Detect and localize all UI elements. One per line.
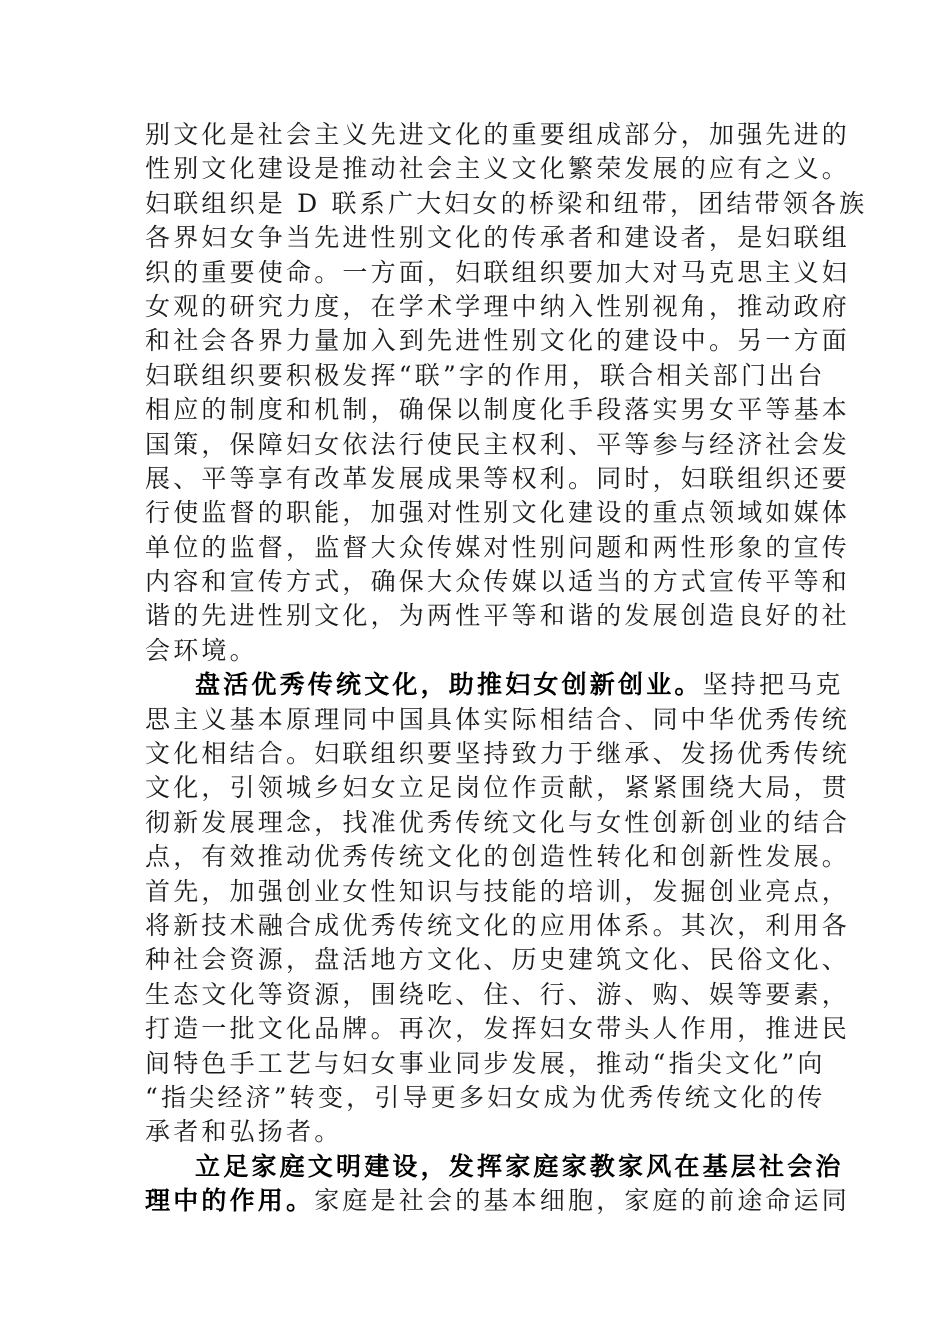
text-line: 谐的先进性别文化，为两性平等和谐的发展创造良好的社	[145, 601, 851, 631]
text-line: 打造一批文化品牌。再次，发挥妇女带头人作用，推进民	[145, 1014, 851, 1044]
text-line: 种社会资源，盘活地方文化、历史建筑文化、民俗文化、	[145, 945, 851, 975]
text-run: 家庭是社会的基本细胞，家庭的前途命运同	[314, 1186, 851, 1216]
paragraph-heading-continued: 理中的作用。	[145, 1186, 315, 1216]
text-line: 女观的研究力度，在学术学理中纳入性别视角，推动政府	[145, 291, 851, 321]
paragraph-traditional-culture	[145, 668, 851, 1149]
text-run: 坚持把马克	[702, 670, 844, 700]
text-line: 别文化是社会主义先进文化的重要组成部分，加强先进的	[145, 120, 851, 149]
text-line: 承者和弘扬者。	[145, 1117, 343, 1147]
text-line: “指尖经济”转变，引导更多妇女成为优秀传统文化的传	[145, 1082, 826, 1112]
text-line: 首先，加强创业女性知识与技能的培训，发掘创业亮点，	[145, 876, 851, 906]
text-line: 妇联组织要积极发挥“联”字的作用，联合相关部门出台	[145, 360, 826, 390]
text-line: 和社会各界力量加入到先进性别文化的建设中。另一方面	[145, 326, 851, 356]
text-line: 将新技术融合成优秀传统文化的应用体系。其次，利用各	[145, 910, 851, 940]
text-line: 妇联组织是 D 联系广大妇女的桥梁和纽带，团结带领各族	[145, 188, 868, 218]
text-line: 文化相结合。妇联组织要坚持致力于继承、发扬优秀传统	[145, 739, 851, 769]
text-line	[145, 1184, 851, 1218]
text-line: 行使监督的职能，加强对性别文化建设的重点领域如媒体	[145, 498, 851, 528]
paragraph-family-civilization	[145, 1150, 851, 1219]
text-line: 点，有效推动优秀传统文化的创造性转化和创新性发展。	[145, 842, 851, 872]
text-line	[145, 668, 844, 702]
text-line: 织的重要使命。一方面，妇联组织要加大对马克思主义妇	[145, 257, 851, 287]
text-line: 彻新发展理念，找准优秀传统文化与女性创新创业的结合	[145, 807, 851, 837]
paragraph-gender-culture	[145, 118, 868, 668]
text-line: 会环境。	[145, 635, 258, 665]
document-body	[145, 118, 868, 1219]
text-line: 各界妇女争当先进性别文化的传承者和建设者，是妇联组	[145, 223, 851, 253]
text-line: 展、平等享有改革发展成果等权利。同时，妇联组织还要	[145, 463, 851, 493]
text-line: 生态文化等资源，围绕吃、住、行、游、购、娱等要素，	[145, 979, 851, 1009]
text-line: 单位的监督，监督大众传媒对性别问题和两性形象的宣传	[145, 532, 851, 562]
paragraph-heading: 立足家庭文明建设，发挥家庭家教家风在基层社会治	[195, 1151, 844, 1181]
paragraph-heading: 盘活优秀传统文化，助推妇女创新创业。	[195, 670, 703, 700]
text-line: 国策，保障妇女依法行使民主权利、平等参与经济社会发	[145, 429, 851, 459]
text-line: 内容和宣传方式，确保大众传媒以适当的方式宣传平等和	[145, 567, 851, 597]
text-line: 性别文化建设是推动社会主义文化繁荣发展的应有之义。	[145, 154, 851, 184]
text-line: 文化，引领城乡妇女立足岗位作贡献，紧紧围绕大局，贯	[145, 773, 851, 803]
text-line: 思主义基本原理同中国具体实际相结合、同中华优秀传统	[145, 704, 851, 734]
text-line: 间特色手工艺与妇女事业同步发展，推动“指尖文化”向	[145, 1048, 826, 1078]
text-line: 相应的制度和机制，确保以制度化手段落实男女平等基本	[145, 395, 851, 425]
